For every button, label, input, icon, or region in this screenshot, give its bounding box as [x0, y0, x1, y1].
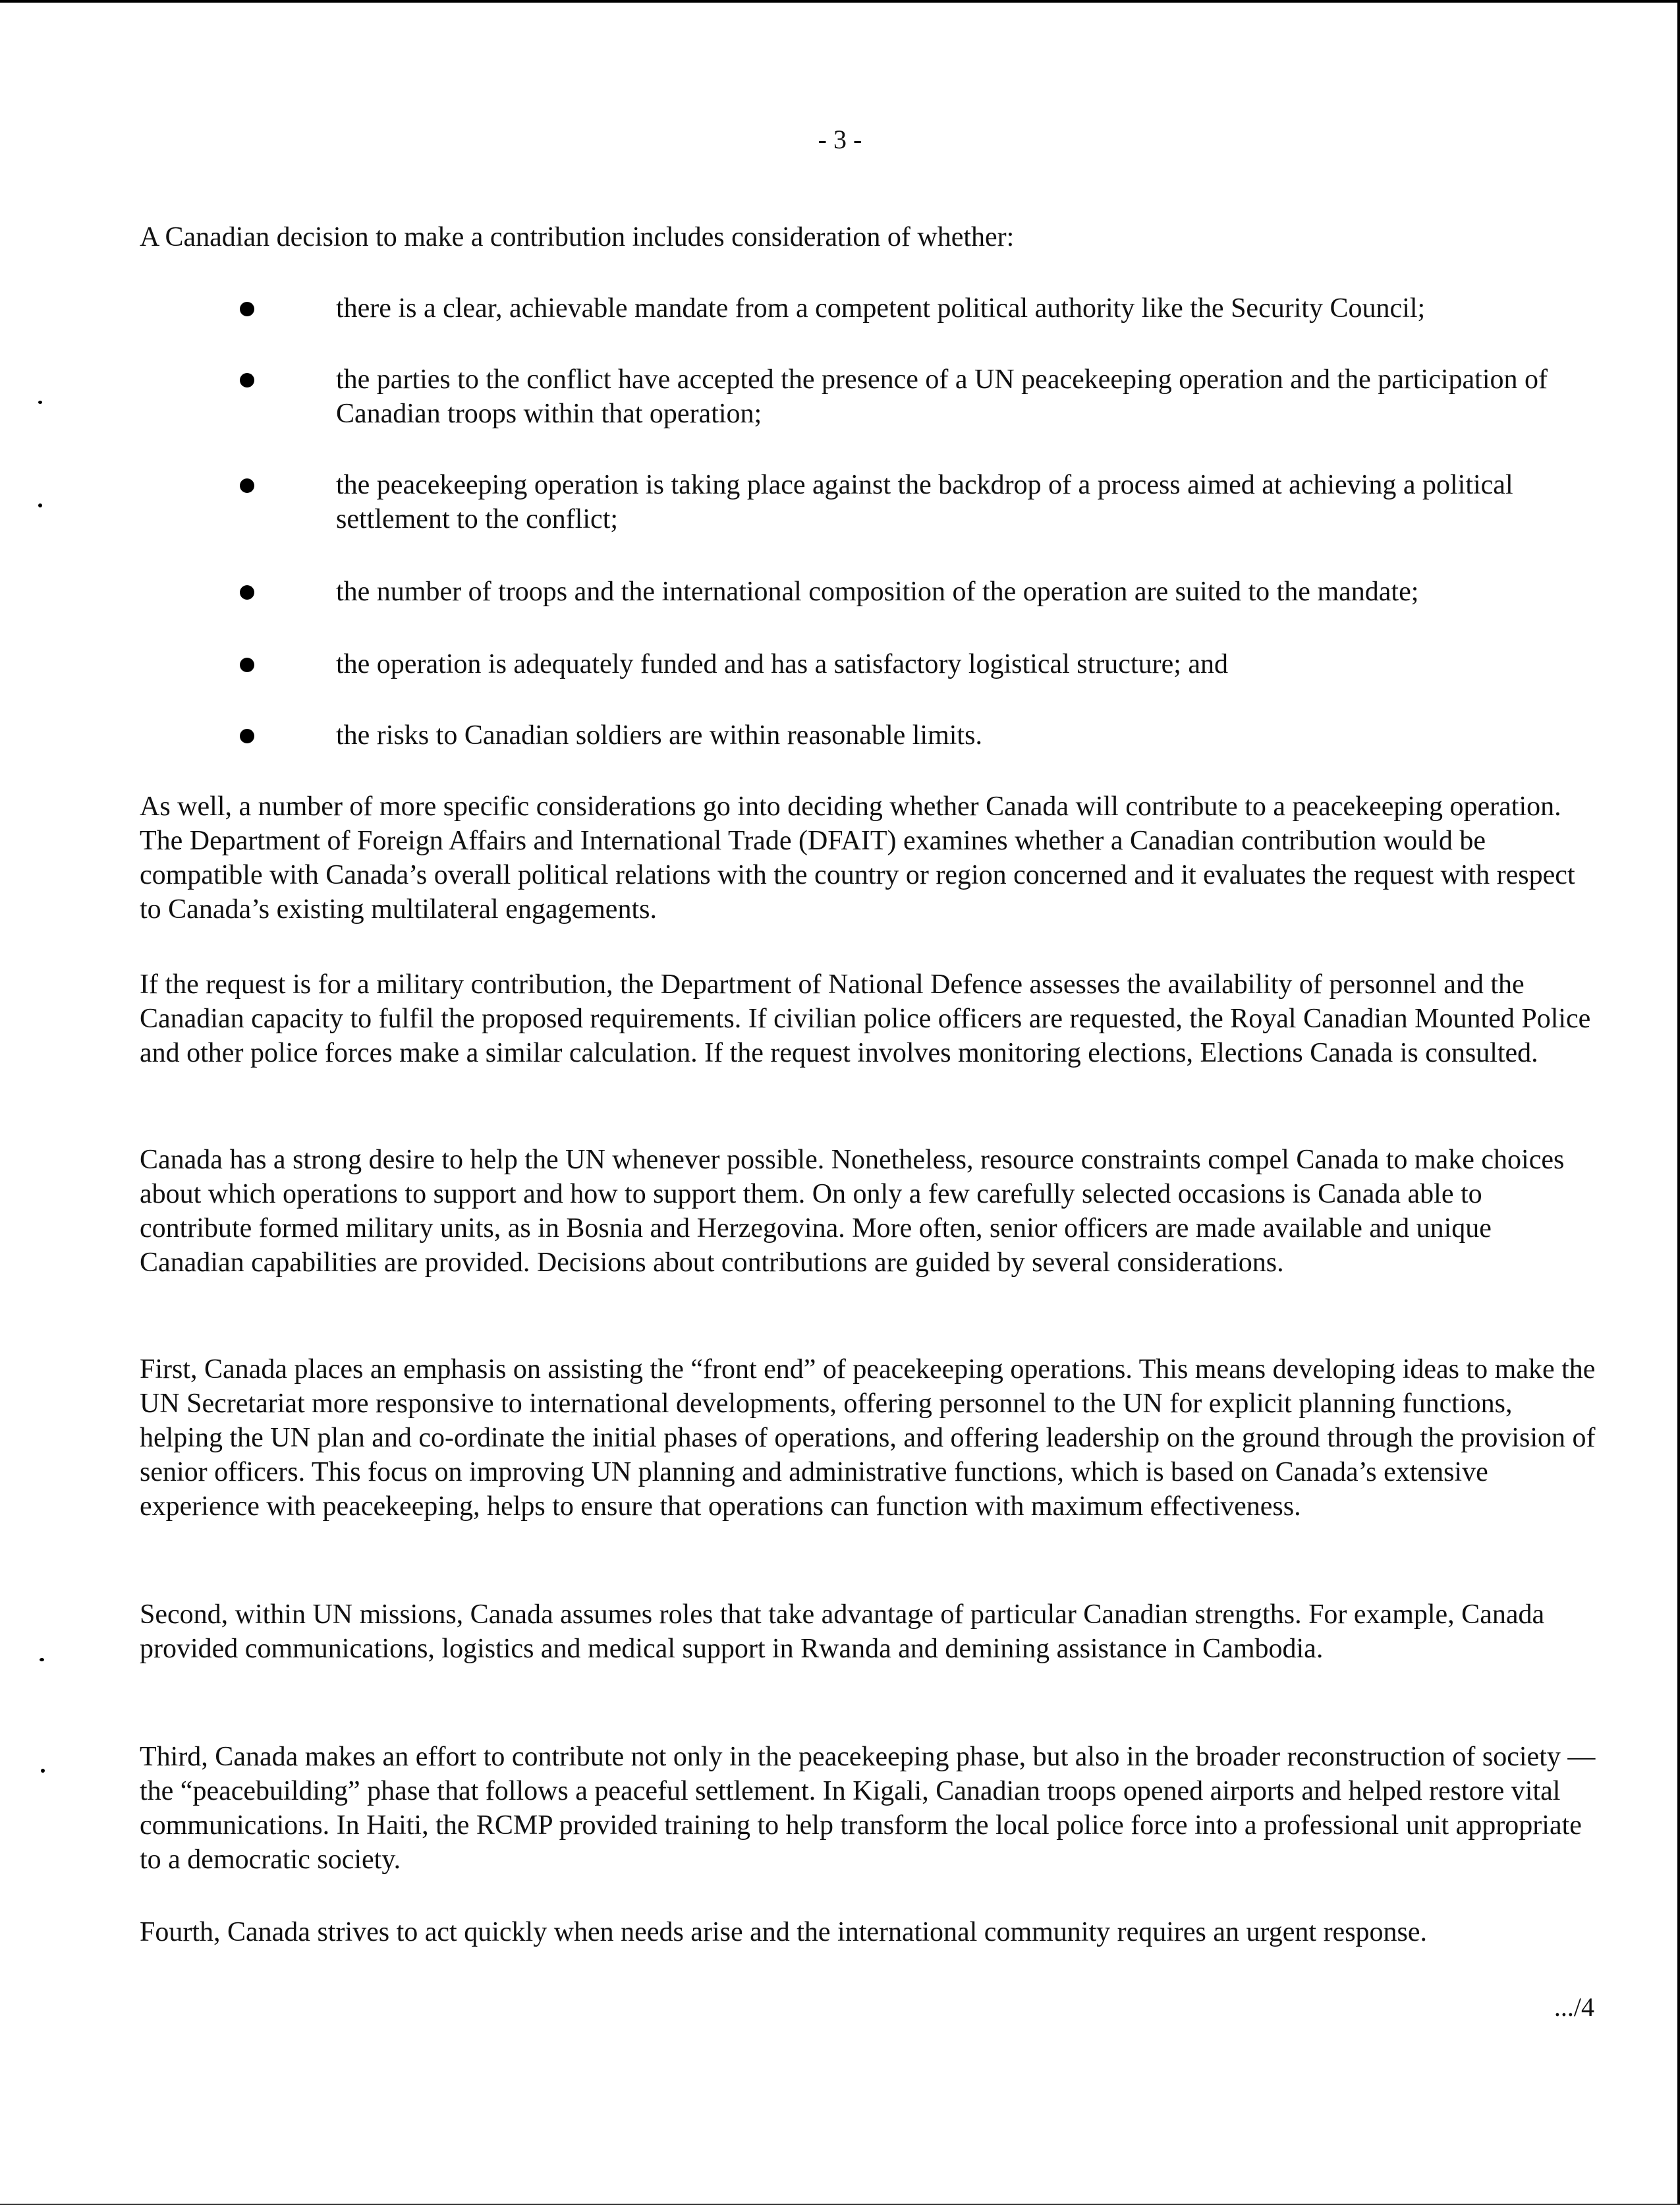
paragraph-first-front-end: First, Canada places an emphasis on assisting the “front end” of peacekeeping operations. This means developing ideas to make the UN Secretariat more responsive to international developments, offering personnel to the UN for explicit planning functions, helping the UN plan and co-ordinate the initial phases of operations, and offering leadership on the ground through the provision of senior officers. This focus on improving UN planning and administrative functions, which is based on Canada’s extensive experience with peacekeeping, helps to ensure that operations can function with maximum effectiveness.: [140, 1354, 1596, 1522]
bullet-icon: [240, 478, 254, 493]
scan-speck: [38, 503, 42, 507]
list-item-text: the peacekeeping operation is taking place against the backdrop of a process aimed at achieving a political settlement to the conflict;: [336, 470, 1513, 534]
paragraph-resource-constraints: Canada has a strong desire to help the UN whenever possible. Nonetheless, resource constraints compel Canada to make choices about which operations to support and how to support them. On only a few carefully selected occasions is Canada able to contribute formed military units, as in Bosnia and Herzegovina. More often, senior officers are made available and unique Canadian capabilities are provided. Decisions about contributions are guided by several considerations.: [140, 1145, 1565, 1278]
bullet-icon: [240, 729, 254, 743]
list-item-text: the parties to the conflict have accepted the presence of a UN peacekeeping operation and the participation of Canadian troops within that operation;: [336, 364, 1548, 429]
bullet-icon: [240, 373, 254, 387]
list-item-text: there is a clear, achievable mandate from a competent political authority like the Security Council;: [336, 293, 1426, 324]
bullet-icon: [240, 585, 254, 600]
list-item-text: the risks to Canadian soldiers are within reasonable limits.: [336, 720, 982, 751]
continued-marker: .../4: [1554, 1992, 1594, 2022]
intro-paragraph: A Canadian decision to make a contribution includes consideration of whether:: [140, 222, 1015, 252]
scan-speck: [38, 401, 42, 404]
bullet-icon: [240, 302, 254, 316]
paragraph-third-peacebuilding: Third, Canada makes an effort to contribute not only in the peacekeeping phase, but also in the broader reconstruction of society — the “peacebuilding” phase that follows a peaceful settlement. In Kigali, Canadian troops opened airports and helped restore vital communications. In Haiti, the RCMP provided training to help transform the local police force into a professional unit appropriate to a democratic society.: [140, 1742, 1596, 1875]
scan-border-right: [1677, 0, 1680, 2205]
page-number: - 3 -: [818, 125, 862, 154]
bullet-icon: [240, 658, 254, 672]
paragraph-fourth-quick-response: Fourth, Canada strives to act quickly when needs arise and the international community requires an urgent response.: [140, 1917, 1428, 1947]
list-item-text: the operation is adequately funded and has a satisfactory logistical structure; and: [336, 649, 1229, 679]
scan-speck: [41, 1769, 45, 1773]
scan-border-top: [0, 0, 1680, 3]
scan-speck: [40, 1658, 44, 1661]
paragraph-military-contribution: If the request is for a military contribution, the Department of National Defence assesses the availability of personnel and the Canadian capacity to fulfil the proposed requirements. If civilian police officers are requested, the Royal Canadian Mounted Police and other police forces make a similar calculation. If the request involves monitoring elections, Elections Canada is consulted.: [140, 969, 1591, 1068]
list-item-text: the number of troops and the international composition of the operation are suited to the mandate;: [336, 577, 1419, 607]
paragraph-specific-considerations: As well, a number of more specific considerations go into deciding whether Canada will contribute to a peacekeeping operation. The Department of Foreign Affairs and International Trade (DFAIT) examines whether a Canadian contribution would be compatible with Canada’s overall political relations with the country or region concerned and it evaluates the request with respect to Canada’s existing multilateral engagements.: [140, 791, 1575, 925]
paragraph-second-strengths: Second, within UN missions, Canada assumes roles that take advantage of particular Canadian strengths. For example, Canada provided communications, logistics and medical support in Rwanda and demining assistance in Cambodia.: [140, 1599, 1545, 1664]
